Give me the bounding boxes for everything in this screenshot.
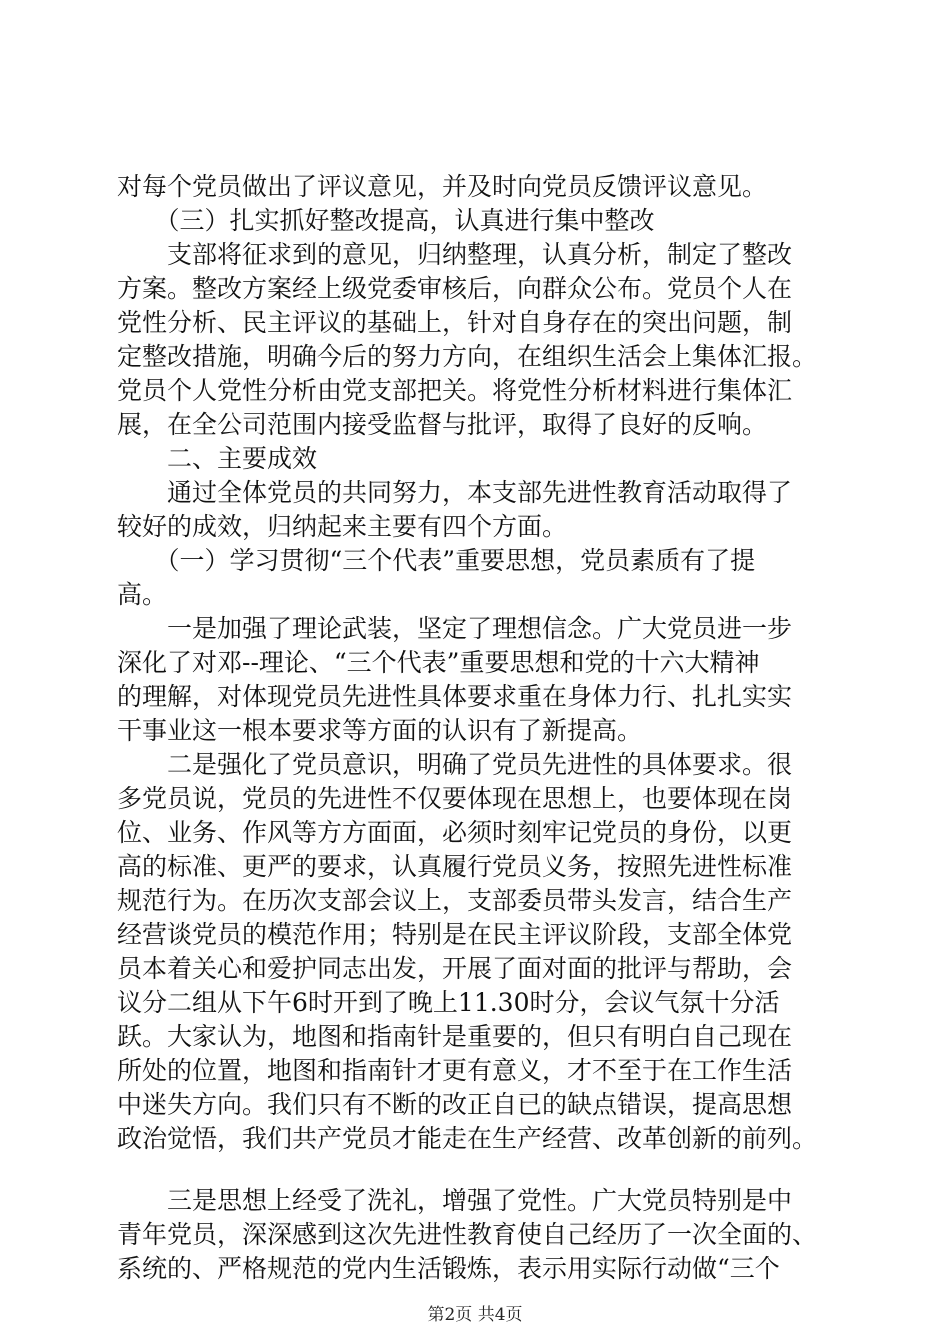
text-line: 一是加强了理论武装，坚定了理想信念。广大党员进一步 xyxy=(117,614,793,643)
text-line: 党性分析、民主评议的基础上，针对自身存在的突出问题，制 xyxy=(117,308,793,337)
text-line: 深化了对邓--理论、“三个代表”重要思想和党的十六大精神 xyxy=(117,648,760,677)
text-line: 中迷失方向。我们只有不断的改正自已的缺点错误，提高思想 xyxy=(117,1090,793,1119)
text-line: 跃。大家认为，地图和指南针是重要的，但只有明白自己现在 xyxy=(117,1022,793,1051)
text-line: 对每个党员做出了评议意见，并及时向党员反馈评议意见。 xyxy=(117,172,768,201)
text-line: 方案。整改方案经上级党委审核后，向群众公布。党员个人在 xyxy=(117,274,793,303)
text-line: 多党员说，党员的先进性不仅要体现在思想上，也要体现在岗 xyxy=(117,784,793,813)
text-line: 系统的、严格规范的党内生活锻炼，表示用实际行动做“三个 xyxy=(117,1254,780,1283)
text-line: 干事业这一根本要求等方面的认识有了新提高。 xyxy=(117,716,643,745)
section-heading: （一）学习贯彻“三个代表”重要思想，党员素质有了提 xyxy=(117,546,756,575)
text-line: 的理解，对体现党员先进性具体要求重在身体力行、扎扎实实 xyxy=(117,682,793,711)
section-heading: （三）扎实抓好整改提高，认真进行集中整改 xyxy=(117,206,655,235)
text-line: 政治觉悟，我们共产党员才能走在生产经营、改革创新的前列。 xyxy=(117,1124,818,1153)
text-line: 二是强化了党员意识，明确了党员先进性的具体要求。很 xyxy=(117,750,793,779)
text-line: 展，在全公司范围内接受监督与批评，取得了良好的反响。 xyxy=(117,410,768,439)
text-line: 位、业务、作风等方方面面，必须时刻牢记党员的身份，以更 xyxy=(117,818,793,847)
text-line: 议分二组从下午6时开到了晚上11.30时分，会议气氛十分活 xyxy=(117,988,780,1017)
section-heading: 二、主要成效 xyxy=(117,444,318,473)
text-line: 通过全体党员的共同努力，本支部先进性教育活动取得了 xyxy=(117,478,793,507)
page-number-footer: 第2页 共4页 xyxy=(427,1305,523,1325)
text-line: 员本着关心和爱护同志出发，开展了面对面的批评与帮助，会 xyxy=(117,954,793,983)
text-line: 所处的位置，地图和指南针才更有意义，才不至于在工作生活 xyxy=(117,1056,793,1085)
text-line: 三是思想上经受了洗礼，增强了党性。广大党员特别是中 xyxy=(117,1186,793,1215)
text-line: 规范行为。在历次支部会议上，支部委员带头发言，结合生产 xyxy=(117,886,793,915)
text-line: 高的标准、更严的要求，认真履行党员义务，按照先进性标准 xyxy=(117,852,793,881)
text-line: 定整改措施，明确今后的努力方向，在组织生活会上集体汇报。 xyxy=(117,342,818,371)
text-line: 较好的成效，归纳起来主要有四个方面。 xyxy=(117,512,568,541)
text-line: 青年党员，深深感到这次先进性教育使自己经历了一次全面的、 xyxy=(117,1220,818,1249)
text-line: 高。 xyxy=(117,580,168,609)
text-line: 经营谈党员的模范作用；特别是在民主评议阶段，支部全体党 xyxy=(117,920,793,949)
text-line: 支部将征求到的意见，归纳整理，认真分析，制定了整改 xyxy=(117,240,793,269)
text-line: 党员个人党性分析由党支部把关。将党性分析材料进行集体汇 xyxy=(117,376,793,405)
